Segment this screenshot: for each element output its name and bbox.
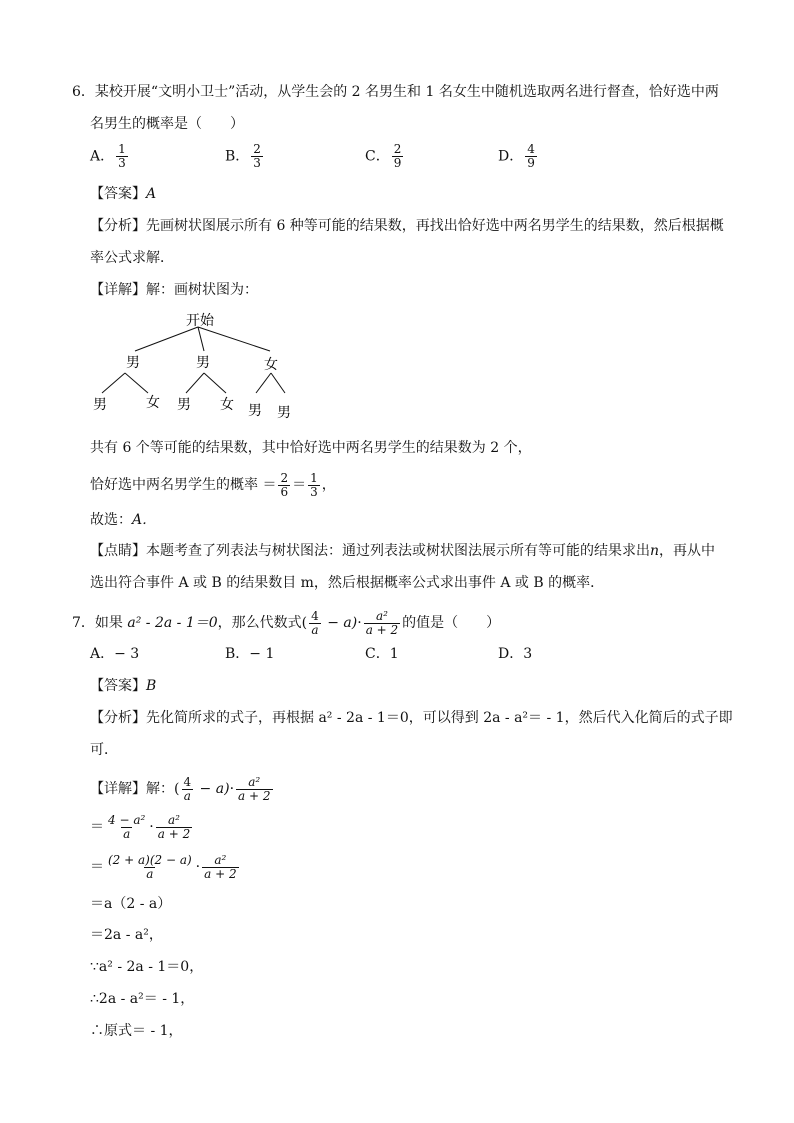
tree-leaf: 男 xyxy=(277,405,291,421)
q6-comment-line2: 选出符合事件 A 或 B 的结果数目 m，然后根据概率公式求出事件 A 或 B 的概率． xyxy=(90,575,605,591)
equals-sign: ＝ xyxy=(90,859,104,875)
analysis-tag: 【分析】 xyxy=(90,710,146,726)
fraction-denominator: a + 2 xyxy=(238,788,271,803)
answer-tag: 【答案】 xyxy=(90,186,146,202)
tree-leaf: 男 xyxy=(93,397,107,413)
comment-text: 本题考查了列表法与树状图法：通过列表法或树状图法展示所有等可能的结果求出 xyxy=(146,543,650,559)
tree-branch xyxy=(204,373,226,393)
q7-option-a xyxy=(90,644,139,664)
option-label: B． xyxy=(225,646,250,662)
q6-option-d xyxy=(498,143,539,170)
option-value: 1 xyxy=(389,646,399,662)
option-label: C． xyxy=(365,148,390,165)
q7-step5: ∵a² - 2a - 1＝0， xyxy=(90,959,204,975)
fraction-numerator: a² xyxy=(248,774,261,789)
tree-branch xyxy=(125,373,148,393)
q6-analysis-line1 xyxy=(90,216,724,236)
q6-number: 6． xyxy=(72,84,95,100)
tree-branch xyxy=(256,373,271,393)
analysis-tag: 【分析】 xyxy=(90,218,146,234)
option-label: D． xyxy=(498,148,524,165)
answer-tag: 【答案】 xyxy=(90,678,146,694)
dot-operator: · xyxy=(149,819,154,835)
tree-node: 男 xyxy=(196,355,210,371)
q6-result: 共有 6 个等可能的结果数，其中恰好选中两名男学生的结果数为 2 个， xyxy=(90,440,532,456)
prob-label: 恰好选中两名男学生的概率 xyxy=(90,477,258,493)
comment-tag: 【点睛】 xyxy=(90,543,146,559)
tree-branch xyxy=(186,373,204,393)
fraction-numerator: 4 xyxy=(527,142,535,156)
tree-leaf: 男 xyxy=(248,403,262,419)
minus-a: − a) xyxy=(195,781,230,797)
fraction-denominator: a xyxy=(123,826,131,841)
fraction-numerator: 4 xyxy=(183,774,192,789)
fraction-denominator: a xyxy=(183,788,191,803)
q7-stem-end: 的值是（ ） xyxy=(402,615,501,631)
option-label: D． xyxy=(498,646,524,662)
fraction-numerator: 4 − a² xyxy=(108,812,146,827)
fraction-numerator: 2 xyxy=(280,470,289,485)
minus-a: − a) xyxy=(322,615,358,631)
fraction-denominator: a xyxy=(146,866,154,881)
q7-step6: ∴2a - a²＝ - 1， xyxy=(90,991,195,1007)
q7-option-c xyxy=(365,644,399,664)
q7-option-d xyxy=(498,644,532,664)
q6-stem-line1 xyxy=(72,82,719,102)
equals-sign: ＝ xyxy=(292,477,307,493)
dot-operator: · xyxy=(195,859,201,875)
detail-tag: 【详解】 xyxy=(90,282,146,298)
detail-tag: 【详解】 xyxy=(90,781,146,797)
tree-leaf: 女 xyxy=(220,397,234,413)
equals-sign: ＝ xyxy=(262,477,277,493)
answer-value: A xyxy=(146,186,157,202)
q7-step4: ＝2a - a²， xyxy=(90,927,163,943)
q6-stem-line2: 名男生的概率是（ ） xyxy=(90,116,244,132)
option-value: 3 xyxy=(523,646,533,662)
tree-branch xyxy=(198,327,204,351)
tree-branch xyxy=(135,327,198,351)
fraction-numerator: a² xyxy=(375,608,388,623)
dot-operator: · xyxy=(357,615,362,631)
equals-sign: ＝ xyxy=(90,819,104,835)
option-label: C． xyxy=(365,646,390,662)
punctuation: ， xyxy=(321,477,336,493)
tree-root: 开始 xyxy=(186,313,214,329)
fraction-denominator: a + 2 xyxy=(157,826,191,841)
variable-n: n xyxy=(650,543,660,559)
fraction-denominator: 3 xyxy=(310,484,318,499)
choose-label: 故选： xyxy=(90,512,132,528)
q7-stem-mid: ，那么代数式 xyxy=(217,615,302,631)
q6-detail xyxy=(90,280,258,300)
comment-text-end: ，再从中 xyxy=(659,543,716,559)
fraction-numerator: a² xyxy=(214,852,227,867)
q7-step2 xyxy=(90,852,241,882)
detail-intro: 解： xyxy=(146,781,174,797)
tree-branch xyxy=(271,373,285,393)
q6-choose xyxy=(90,510,156,530)
tree-leaf: 男 xyxy=(177,397,191,413)
q6-answer xyxy=(90,184,156,204)
q7-stem-prefix: 如果 xyxy=(94,615,128,631)
fraction-denominator: a + 2 xyxy=(204,866,237,881)
q6-option-a xyxy=(90,143,130,170)
fraction-numerator: (2 + a)(2 − a) xyxy=(108,852,192,867)
q6-option-b xyxy=(225,143,265,170)
q6-option-c xyxy=(365,143,405,170)
fraction-denominator: 9 xyxy=(527,156,535,170)
fraction-denominator: a xyxy=(311,622,319,637)
fraction-denominator: 3 xyxy=(118,156,126,170)
option-value: − 1 xyxy=(249,646,275,662)
q7-analysis-line2: 可． xyxy=(90,742,118,758)
q7-analysis-line1 xyxy=(90,708,733,728)
q7-condition: a² - 2a - 1＝0 xyxy=(127,615,218,631)
fraction-numerator: 4 xyxy=(311,608,319,623)
q7-step3: ＝a（2 - a） xyxy=(90,896,172,912)
dot-operator: · xyxy=(229,781,235,797)
q7-answer xyxy=(90,676,156,696)
q7-detail-line: 【详解】解：( $\frac{4}{a}$ − a)· $\frac{\text{a²}}{a + 2}$ xyxy=(90,774,271,803)
q7-step7: ∴原式＝ - 1， xyxy=(90,1023,183,1039)
detail-intro: 解：画树状图为： xyxy=(146,282,258,298)
tree-node: 男 xyxy=(126,355,140,371)
q6-probability xyxy=(90,470,336,500)
q7-step1 xyxy=(90,812,194,842)
analysis-text: 先画树状图展示所有 6 种等可能的结果数，再找出恰好选中两名男学生的结果数，然后根据概 xyxy=(146,218,724,234)
tree-branch xyxy=(198,327,270,351)
q6-comment-line1 xyxy=(90,541,715,561)
fraction-numerator: a² xyxy=(168,812,180,827)
option-label: A． xyxy=(90,148,115,165)
q6-analysis-line2: 率公式求解． xyxy=(90,250,174,266)
fraction-numerator: 1 xyxy=(118,142,126,156)
fraction-denominator: 3 xyxy=(253,156,261,170)
fraction-denominator: 6 xyxy=(280,484,289,499)
option-label: B． xyxy=(225,148,250,165)
tree-diagram xyxy=(80,305,320,425)
fraction-numerator: 2 xyxy=(393,142,402,156)
q7-stem: 7．如果 a² - 2a - 1＝0，那么代数式( $\frac{4}{a}$ − a)· $\frac{\text{a²}}{a + 2}$ 的值是（ ） xyxy=(72,608,501,637)
fraction-denominator: 9 xyxy=(393,156,402,170)
tree-leaf: 女 xyxy=(146,395,160,411)
fraction-numerator: 2 xyxy=(253,142,261,156)
choose-value: A． xyxy=(132,512,157,528)
option-label: A． xyxy=(90,646,115,662)
q7-option-b xyxy=(225,644,274,664)
q6-stem-text: 某校开展“文明小卫士”活动，从学生会的 2 名男生和 1 名女生中随机选取两名进行督查，恰好选中两 xyxy=(94,84,719,100)
option-value: − 3 xyxy=(114,646,140,662)
fraction-numerator: 1 xyxy=(310,470,318,485)
q7-number: 7． xyxy=(72,615,95,631)
answer-value: B xyxy=(146,678,157,694)
tree-node: 女 xyxy=(264,357,278,373)
tree-branch xyxy=(102,373,125,393)
fraction-denominator: a + 2 xyxy=(365,622,399,637)
analysis-text: 先化简所求的式子，再根据 a² - 2a - 1＝0，可以得到 2a - a²＝ - 1，然后代入化简后的式子即 xyxy=(146,710,733,726)
